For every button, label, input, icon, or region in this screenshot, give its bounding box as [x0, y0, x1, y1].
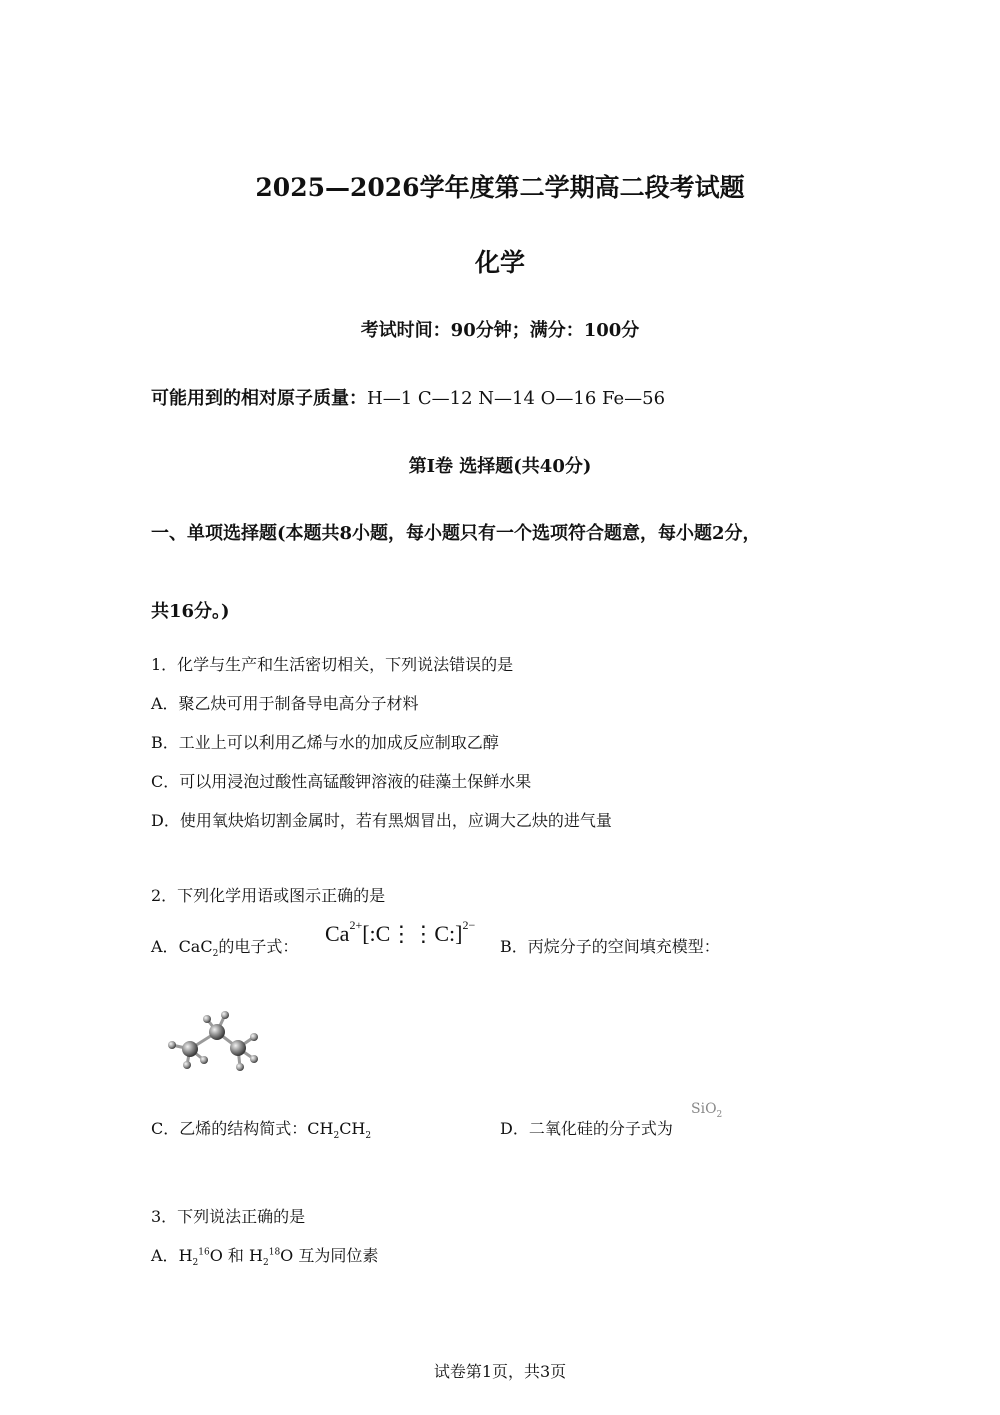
atomic-masses-label: 可能用到的相对原子质量： [151, 388, 367, 409]
subject-heading: 化学 [474, 248, 525, 277]
q3-a-h: H [178, 1246, 193, 1265]
q1-option-c: C．可以用浸泡过酸性高锰酸钾溶液的硅藻土保鲜水果 [151, 772, 532, 791]
carbide-bracket: [:C⋮⋮C:] [362, 921, 463, 946]
volume-heading: 第Ⅰ卷 选择题(共40分) [408, 456, 592, 477]
q2-a-formula: CaC [178, 937, 213, 956]
q2-option-b: B．丙烷分子的空间填充模型： [500, 937, 720, 956]
q2-stem: 2．下列化学用语或图示正确的是 [151, 886, 386, 905]
q3-option-a [151, 1243, 379, 1269]
q2-c-formula-1: CH [307, 1119, 334, 1138]
section-heading-line2: 共16分。) [151, 601, 230, 622]
carbide-charge: 2− [462, 918, 476, 932]
sio2-symbol: SiO [691, 1101, 717, 1117]
sio2-formula [691, 1101, 722, 1120]
q3-a-sup1: 16 [198, 1247, 210, 1258]
q3-a-sub2: 2 [262, 1258, 269, 1269]
q2-c-sub2: 2 [365, 1131, 372, 1142]
q2-option-d: D．二氧化硅的分子式为 [500, 1119, 673, 1138]
q1-option-a: A．聚乙炔可用于制备导电高分子材料 [151, 694, 419, 713]
q1-stem: 1．化学与生产和生活密切相关，下列说法错误的是 [151, 655, 514, 674]
q3-a-o1: O [209, 1246, 223, 1265]
exam-title: 2025—2026学年度第二学期高二段考试题 [255, 173, 745, 202]
sio2-sub: 2 [716, 1109, 723, 1120]
q3-a-prefix: A． [151, 1246, 179, 1265]
q2-c-formula-2: CH [339, 1119, 366, 1138]
q2-a-prefix: A． [151, 937, 179, 956]
page-footer: 试卷第1页，共3页 [433, 1362, 567, 1381]
section-heading-line1: 一、单项选择题(本题共8小题，每小题只有一个选项符合题意，每小题2分， [151, 523, 761, 544]
q2-a-sub: 2 [212, 949, 219, 960]
q1-option-d: D．使用氧炔焰切割金属时，若有黑烟冒出，应调大乙炔的进气量 [151, 811, 612, 830]
ca-symbol: Ca [325, 921, 350, 946]
q2-option-c [151, 1116, 372, 1142]
q2-option-a [151, 934, 299, 960]
atomic-masses [151, 384, 665, 410]
q2-c-sub1: 2 [333, 1131, 340, 1142]
propane-model-image [162, 1005, 272, 1075]
q3-a-sub1: 2 [192, 1258, 199, 1269]
ca-charge: 2+ [349, 918, 363, 932]
q3-a-and: 和 [227, 1246, 244, 1265]
q3-a-sup2: 18 [268, 1247, 281, 1258]
q2-a-suffix: 的电子式： [218, 937, 299, 956]
q3-a-o2: O [280, 1246, 294, 1265]
q3-a-h2: H [249, 1246, 263, 1265]
q3-a-suffix: 互为同位素 [298, 1246, 379, 1265]
exam-time-info: 考试时间：90分钟；满分：100分 [360, 320, 640, 341]
q3-stem: 3．下列说法正确的是 [151, 1207, 306, 1226]
q1-option-b: B．工业上可以利用乙烯与水的加成反应制取乙醇 [151, 733, 499, 752]
q2-c-prefix: C．乙烯的结构简式： [151, 1119, 308, 1138]
atomic-masses-values: H—1 C—12 N—14 O—16 Fe—56 [367, 388, 666, 409]
cac2-electron-formula [325, 918, 475, 947]
